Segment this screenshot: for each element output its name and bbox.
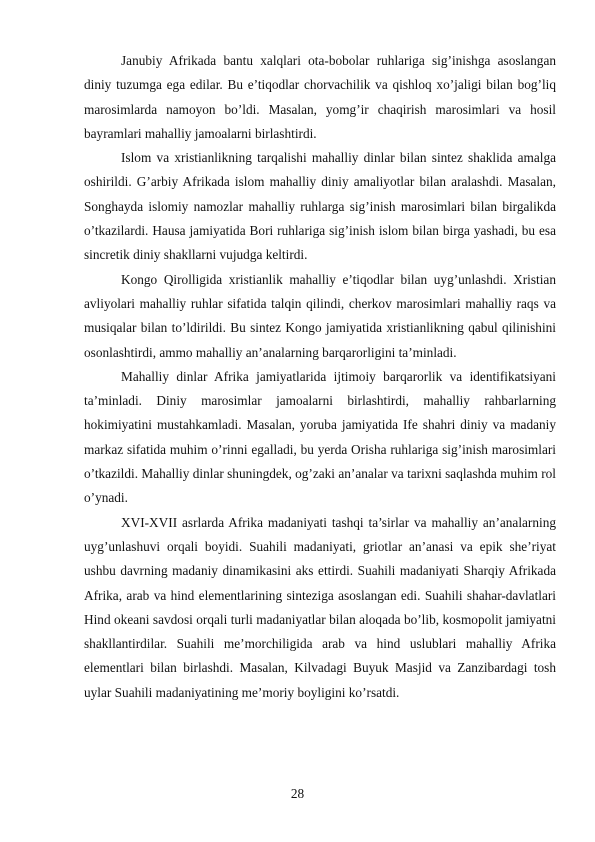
paragraph-kongo-christianity: Kongo Qirolligida xristianlik mahalliy e’tiqodlar bilan uyg’unlashdi. Xristian avliyolari mahalliy ruhlar sifatida talqin qilindi, cherkov marosimlari mahalliy raqs va musiqalar bilan to’ldirildi. Bu sintez Kongo jamiyatida xristianlikning qabul qilinishini osonlashtirdi, ammo mahalliy an’analarning barqarorligini ta’minladi.	[84, 271, 556, 360]
paragraph-bantu-religion: Janubiy Afrikada bantu xalqlari ota-bobolar ruhlariga sig’inishga asoslangan diniy tuzumga ega edilar. Bu e’tiqodlar chorvachilik va qishloq xo’jaligi bilan bog’liq marosimlarda namoyon bo’ldi. Masalan, yomg’ir chaqirish marosimlari va hosil bayramlari mahalliy jamoalarni birlashtirdi.	[84, 53, 556, 141]
paragraph-swahili-culture: XVI-XVII asrlarda Afrika madaniyati tashqi ta’sirlar va mahalliy an’analarning uyg’unlashuvi orqali boyidi. Suahili madaniyati, griotlar an’anasi va epik she’riyat ushbu davrning madaniy dinamikasini aks ettirdi. Suahili madaniyati Sharqiy Afrikada Afrika, arab va hind elementlarining sinteziga asoslangan edi. Suahili shahar-davlatlari Hind okeani savdosi orqali turli madaniyatlar bilan aloqada bo’lib, kosmopolit jamiyatni shakllantirdilar. Suahili me’morchiligida arab va hind uslublari mahalliy Afrika elementlari bilan birlashdi. Masalan, Kilvadagi Buyuk Masjid va Zanzibardagi tosh uylar Suahili madaniyatining me’moriy boyligini ko’rsatdi.	[84, 514, 556, 700]
paragraph-local-religions-role: Mahalliy dinlar Afrika jamiyatlarida ijtimoiy barqarorlik va identifikatsiyani ta’minladi. Diniy marosimlar jamoalarni birlashtirdi, mahalliy rahbarlarning hokimiyatini mustahkamladi. Masalan, yoruba jamiyatida Ife shahri diniy va madaniy markaz sifatida muhim o’rinni egalladi, bu yerda Orisha ruhlariga sig’inish marosimlari o’tkazildi. Mahalliy dinlar shuningdek, og’zaki an’analar va tarixni saqlashda muhim rol o’ynadi.	[84, 368, 556, 506]
paragraph-islam-christianity-synthesis: Islom va xristianlikning tarqalishi mahalliy dinlar bilan sintez shaklida amalga oshirildi. G’arbiy Afrikada islom mahalliy diniy amaliyotlar bilan aralashdi. Masalan, Songhayda islomiy namozlar mahalliy ruhlarga sig’inish marosimlari bilan birgalikda o’tkazilardi. Hausa jamiyatida Bori ruhlariga sig’inish islom bilan birga yashadi, bu esa sincretik diniy shakllarni vujudga keltirdi.	[84, 150, 556, 263]
page-number: 28	[290, 786, 305, 801]
body-text	[84, 49, 556, 705]
